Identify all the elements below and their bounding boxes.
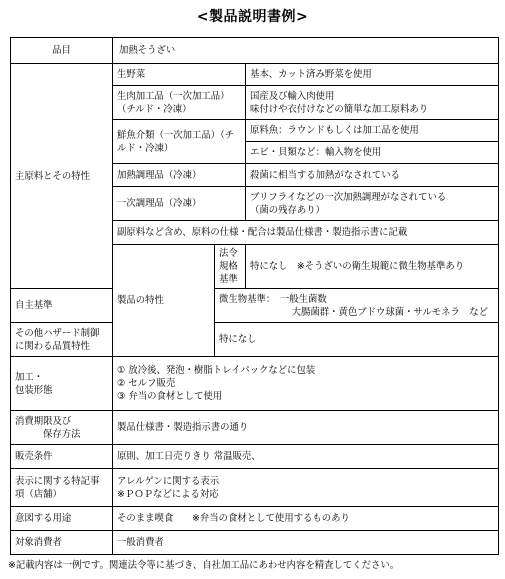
processing-line: ② セルフ販売 <box>117 378 176 389</box>
ingredient-name: 一次調理品（冷凍） <box>113 187 246 221</box>
microbial-standard-line2: 大腸菌群・黄色ブドウ球菌・サルモネラ など <box>291 306 488 318</box>
microbial-standard-line1: 微生物基準： 一般生菌数 <box>219 293 327 305</box>
ingredient-name: 鮮魚介類（一次加工品）（チルド・冷凍） <box>113 120 246 164</box>
labeling-line: ※ＰＯＰなどによる対応 <box>117 488 219 500</box>
label-target: 対象消費者 <box>11 531 113 555</box>
label-shelf-life <box>11 411 113 445</box>
label-labeling: 表示に関する特記事項（店舗） <box>11 469 113 507</box>
row-target <box>11 531 499 555</box>
row-ingredient-raw-vegetables <box>11 64 499 86</box>
label-processing: 加工・ 包装形態 <box>11 357 113 411</box>
row-sales <box>11 445 499 469</box>
label-shelf-life-line2: 保存方法 <box>43 428 81 440</box>
value-target: 一般消費者 <box>113 531 499 555</box>
ingredient-desc: エビ・貝類など：輸入物を使用 <box>246 142 499 164</box>
labeling-line: アレルゲンに関する表示 <box>117 475 220 487</box>
label-shelf-life-line1: 消費期限及び <box>15 415 72 427</box>
characteristic-desc <box>215 289 499 323</box>
ingredient-name: 生野菜 <box>113 64 246 86</box>
ingredient-desc: 基本、カット済み野菜を使用 <box>246 64 499 86</box>
row-intended-use <box>11 507 499 531</box>
row-product-name <box>11 38 499 64</box>
ingredient-note: 副原料など含め、原料の仕様・配合は製品仕様書・製造指示書に記載 <box>113 221 499 245</box>
processing-line: ③ 弁当の食材として使用 <box>117 391 223 402</box>
row-labeling <box>11 469 499 507</box>
ingredient-desc: 原料魚：ラウンドもしくは加工品を使用 <box>246 120 499 142</box>
ingredient-name: 生肉加工品（一次加工品）（チルド・冷凍） <box>113 86 246 120</box>
document-title: <製品説明書例> <box>196 9 309 25</box>
processing-line: ① 放冷後、発泡・樹脂トレイパックなどに包装 <box>117 365 316 376</box>
ingredient-desc: 国産及び輸入肉使用 味付けや衣付けなどの簡単な加工原料あり <box>246 86 499 120</box>
product-spec-table <box>10 37 499 555</box>
characteristic-desc: 特になし ※そうざいの衛生規範に微生物基準あり <box>246 245 499 289</box>
characteristic-desc: 特になし <box>215 323 499 357</box>
label-sales: 販売条件 <box>11 445 113 469</box>
value-sales: 原則、加工日売りきり 常温販売、 <box>113 445 499 469</box>
characteristic-name: 法令規格基準 <box>215 245 246 289</box>
characteristic-name: その他ハザード制御に関わる品質特性 <box>11 323 113 357</box>
row-voluntary-standard <box>11 289 499 323</box>
label-main-ingredients: 主原料とその特性 <box>11 64 113 289</box>
value-shelf-life: 製品仕様書・製造指示書の通り <box>113 411 499 445</box>
row-processing <box>11 357 499 411</box>
label-product-name: 品目 <box>11 38 113 64</box>
characteristic-name: 自主基準 <box>11 289 113 323</box>
row-shelf-life <box>11 411 499 445</box>
ingredient-desc: 殺菌に相当する加熱がなされている <box>246 164 499 187</box>
value-product-name: 加熱そうざい <box>113 38 499 64</box>
footnote: ※記載内容は一例です。関連法令等に基づき、自社加工品にあわせ内容を精査してください。 <box>8 560 400 571</box>
ingredient-desc: ブリフライなどの一次加熱調理がなされている （菌の残存あり） <box>246 187 499 221</box>
processing-desc <box>113 357 499 411</box>
row-other-hazard <box>11 323 499 357</box>
label-intended-use: 意図する用途 <box>11 507 113 531</box>
value-labeling <box>113 469 499 507</box>
ingredient-name: 加熱調理品（冷凍） <box>113 164 246 187</box>
value-intended-use: そのまま喫食 ※弁当の食材として使用するものあり <box>113 507 499 531</box>
label-characteristics: 製品の特性 <box>113 245 215 357</box>
